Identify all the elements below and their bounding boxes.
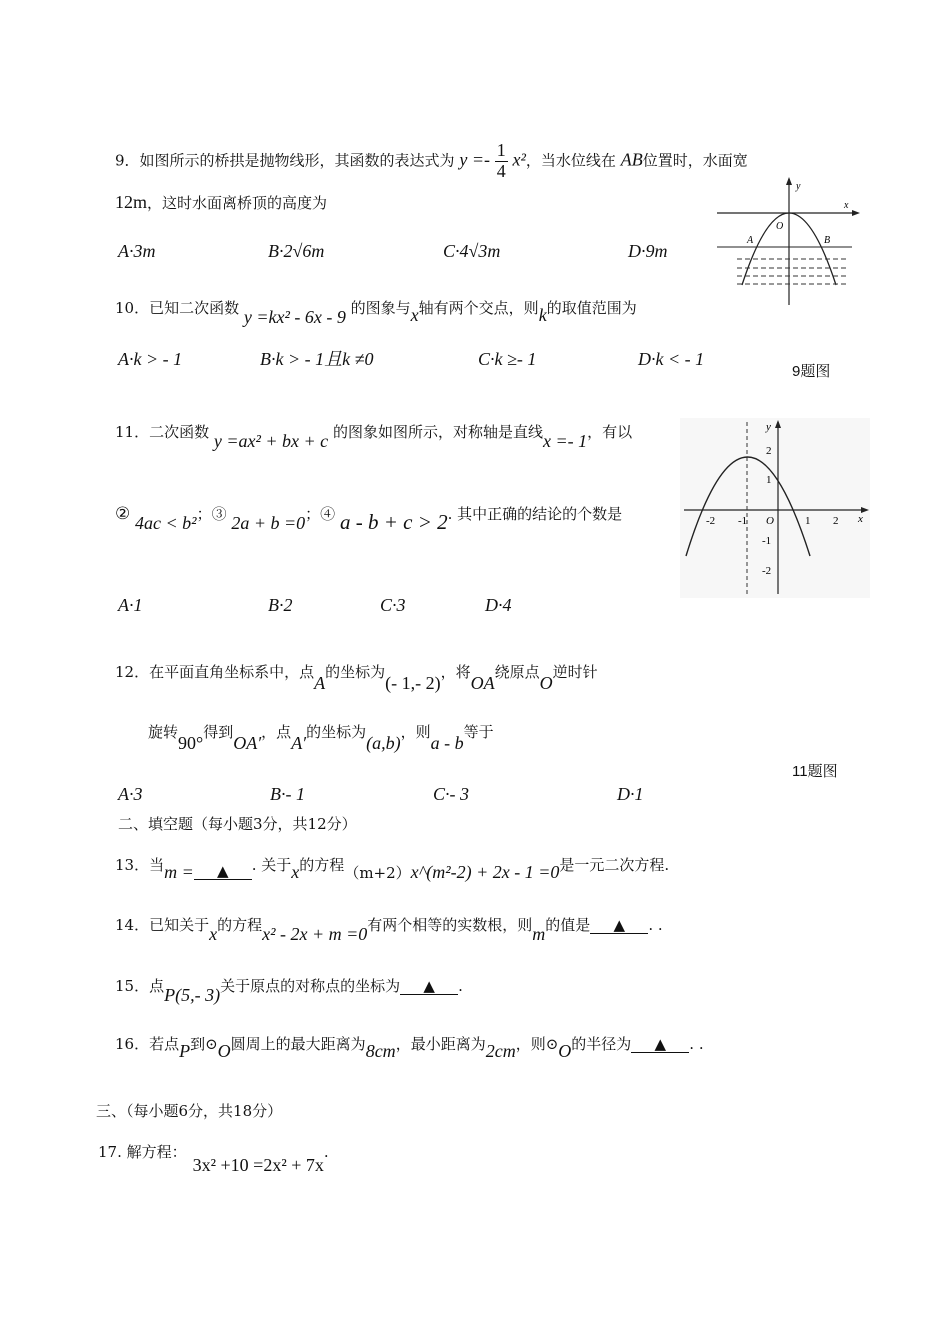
q11-tick-y2: 2 (766, 445, 772, 457)
q11-tick-x2: 2 (833, 515, 839, 527)
q10-line1: 10．已知二次函数 y =kx² - 6x - 9 的图象与x轴有两个交点，则k的取值范围为 (115, 299, 637, 327)
q11-line1: 11．二次函数 y =ax² + bx + c 的图象如图所示，对称轴是直线x =- 1，有以 (115, 423, 633, 451)
q14-line: 14．已知关于x的方程x² - 2x + m =0有两个相等的实数根，则m的值是 ▲ . . (115, 916, 663, 944)
q17-formula: 3x² +10 =2x² + 7x (192, 1155, 324, 1175)
q13-blank: ▲ (194, 864, 252, 880)
q11-figure-bg (680, 418, 870, 598)
q9-option-b: B·2√6m (268, 241, 325, 261)
q11-label-y: y (766, 421, 771, 433)
q11-label-o: O (766, 515, 774, 527)
q11-option-a: A·1 (118, 595, 143, 615)
q12-option-c: C·- 3 (433, 784, 469, 804)
q9-figure-caption: 9题图 (792, 363, 831, 380)
section-3-heading: 三、（每小题6分，共18分） (96, 1102, 283, 1120)
q9-label-b: B (824, 235, 831, 246)
q12-line2: 旋转90°得到OA′，点A′的坐标为(a,b)，则a - b等于 (148, 723, 494, 753)
q10-formula: y =kx² - 6x - 9 (243, 307, 346, 327)
q11-tick-y1: 1 (766, 474, 772, 486)
q10-option-a: A·k > - 1 (118, 349, 183, 369)
q10-option-d: D·k < - 1 (638, 349, 705, 369)
q9-label-x: x (844, 200, 849, 211)
q11-figure-caption: 11题图 (792, 763, 838, 780)
q14-blank: ▲ (590, 918, 648, 934)
q11-label-x: x (858, 513, 863, 525)
q9-label-y: y (796, 181, 801, 192)
q16-line: 16．若点P到⊙O圆周上的最大距离为8cm，最小距离为2cm，则⊙O的半径为 ▲ . . (115, 1035, 704, 1061)
q11-graph-figure (680, 418, 870, 598)
q15-blank: ▲ (400, 979, 458, 995)
q12-line1: 12．在平面直角坐标系中，点A的坐标为(- 1,- 2)，将OA绕原点O逆时针 (115, 663, 598, 693)
q11-line2: ② 4ac < b²；③ 2a + b =0；④ a - b + c > 2. 其中正确的结论的个数是 (115, 504, 623, 534)
q9-option-a: A·3m (118, 241, 156, 261)
q12-option-d: D·1 (617, 784, 644, 804)
q11-option-d: D·4 (485, 595, 512, 615)
q9-x-arrow (852, 210, 860, 216)
q9-label-a: A (747, 235, 754, 246)
q9-line1: 9．如图所示的桥拱是抛物线形，其函数的表达式为 y =- $\frac{1}{4}$ x²，当水位线在 AB位置时，水面宽 (115, 140, 748, 181)
q11-option-c: C·3 (380, 595, 406, 615)
q9-label-o: O (776, 221, 784, 232)
q10-option-c: C·k ≥- 1 (478, 349, 537, 369)
q16-blank: ▲ (631, 1037, 689, 1053)
q9-y-arrow (786, 177, 792, 185)
q15-line: 15．点P(5,- 3)关于原点的对称点的坐标为 ▲ . (115, 977, 463, 1005)
q11-tick-xm2: -2 (706, 515, 716, 527)
q11-formula: y =ax² + bx + c (213, 431, 329, 451)
q17-line: 17. 解方程：3x² +10 =2x² + 7x. (98, 1143, 329, 1175)
q11-tick-ym1: -1 (762, 535, 772, 547)
q9-option-d: D·9m (628, 241, 668, 261)
q12-option-b: B·- 1 (270, 784, 305, 804)
q10-option-b: B·k > - 1且k ≠0 (260, 349, 374, 369)
q12-option-a: A·3 (118, 784, 143, 804)
q11-tick-xm1: -1 (738, 515, 748, 527)
q11-tick-ym2: -2 (762, 565, 772, 577)
q9-formula-y: y =- (459, 149, 490, 170)
q9-line2: 12m，这时水面离桥顶的高度为 (115, 192, 328, 212)
q9-bridge-figure (712, 175, 862, 310)
q11-option-b: B·2 (268, 595, 293, 615)
q13-line: 13．当m = ▲ . 关于x的方程（m+2）x^(m²-2) + 2x - 1 =0是一元二次方程. (115, 856, 670, 882)
q9-option-c: C·4√3m (443, 241, 501, 261)
section-2-heading: 二、填空题（每小题3分，共12分） (118, 815, 357, 833)
q9-fraction: $\frac{1}{4}$ (496, 140, 506, 181)
q11-tick-x1: 1 (805, 515, 811, 527)
